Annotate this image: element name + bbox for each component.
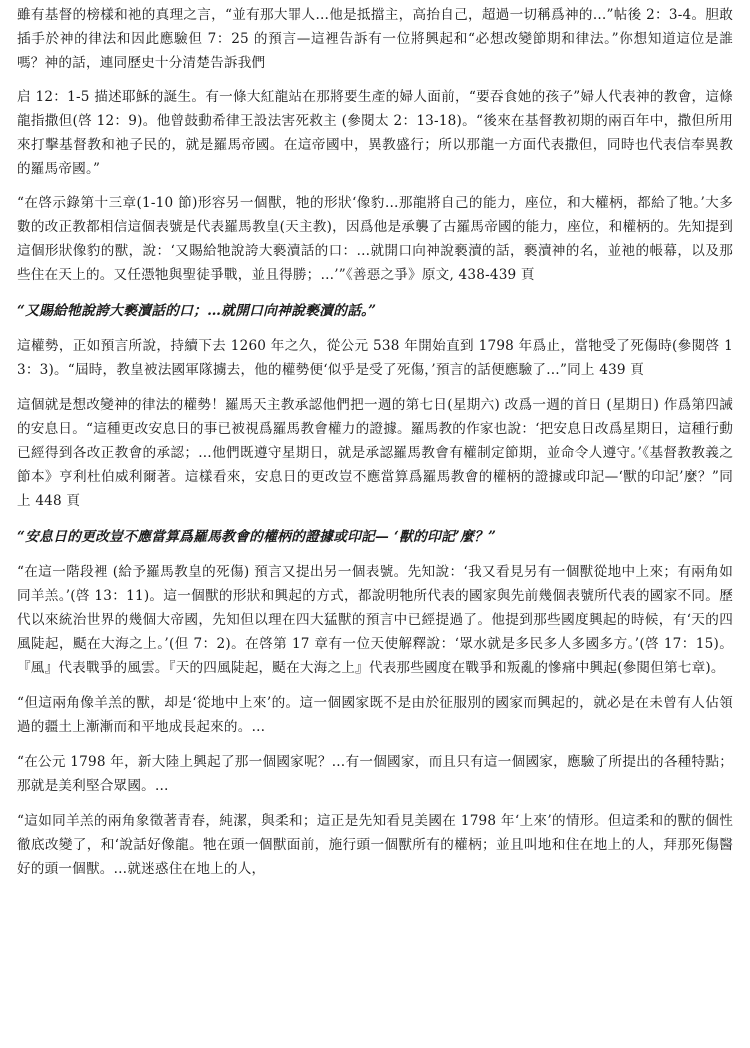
body-paragraph: “但這兩角像羊羔的獸，却是‘從地中上來’的。這一個國家既不是由於征服別的國家而興起的，就必是在未曾有人佔領過的疆土上漸漸而和平地成長起來的。…: [17, 695, 733, 735]
body-paragraph: “這如同羊羔的兩角象徵著青春，純潔，與柔和；這正是先知看見美國在 1798 年‘上來’的情形。但這柔和的獸的個性徹底改變了，和‘說話好像龍。牠在頭一個獸面前，施行頭一個獸所有的權柄；並且叫地和住在地上的人，拜那死傷醫好的頭一個獸。…就迷惑住在地上的人，: [17, 813, 733, 877]
body-paragraph: “在啓示錄第十三章(1-10 節)形容另一個獸，牠的形狀‘像豹…那龍將自己的能力，座位，和大權柄，都給了牠。’大多數的改正教都相信這個表號是代表羅馬教皇(天主教)，因爲他是承襲了古羅馬帝國的能力，座位，和權柄的。先知提到這個形狀像豹的獸，說：‘又賜給牠說誇大褻瀆話的口：…就開口向神說褻瀆的話，褻瀆神的名，並祂的帳幕，以及那些住在天上的。又任憑牠與聖徒爭戰，並且得勝；…’”《善惡之爭》原文, 438-439 頁: [17, 195, 733, 283]
body-paragraph: 启 12：1-5 描述耶穌的誕生。有一條大紅龍站在那將要生產的婦人面前，“要吞食她的孩子”婦人代表神的教會，這條龍指撒但(啓 12：9)。他曾鼓動希律王設法害死救主 (參閱太 2：13-18)。“後來在基督教初期的兩百年中，撒但所用來打擊基督教和祂子民的，就是羅馬帝國。在這帝國中，異教盛行；所以那龍一方面代表撒但，同時也代表信奉異教的羅馬帝國。”: [17, 89, 733, 177]
emphasis-heading: “又賜給牠說誇大褻瀆話的口；…就開口向神說褻瀆的話。”: [17, 303, 377, 319]
body-paragraph: “在公元 1798 年，新大陸上興起了那一個國家呢？…有一個國家，而且只有這一個國家，應驗了所提出的各種特點；那就是美利堅合眾國。…: [17, 754, 733, 794]
body-paragraph: 這權勢，正如預言所說，持續下去 1260 年之久，從公元 538 年開始直到 1798 年爲止，當牠受了死傷時(參閱啓 13：3)。“屆時，教皇被法國軍隊擄去，他的權勢便‘似乎是受了死傷，’預言的話便應驗了…”同上 439 頁: [17, 338, 733, 378]
emphasis-heading: “安息日的更改豈不應當算爲羅馬教會的權柄的證據或印記— ‘獸的印記’麼？”: [17, 529, 497, 545]
body-paragraph: 這個就是想改變神的律法的權勢！羅馬天主教承認他們把一週的第七日(星期六) 改爲一週的首日 (星期日) 作爲第四誡的安息日。“這種更改安息日的事已被視爲羅馬教會權力的證據。羅馬教的作家也說：‘把安息日改爲星期日，這種行動已經得到各改正教會的承認；…他們既遵守星期日，就是承認羅馬教會有權制定節期，並命令人遵守。’《基督教教義之節本》亨利杜伯威利爾著。這樣看來，安息日的更改豈不應當算爲羅馬教會的權柄的證據或印記—‘獸的印記’麼？”同上 448 頁: [17, 397, 733, 509]
body-paragraph: 雖有基督的榜樣和祂的真理之言，“並有那大罪人…他是抵擋主，高抬自己，超過一切稱爲神的…”帖後 2：3-4。胆敢插手於神的律法和因此應驗但 7：25 的預言—這裡告訴有一位將興起和“必想改變節期和律法。”你想知道這位是誰嗎？神的話，連同歷史十分清楚告訴我們: [17, 7, 733, 71]
body-paragraph: “在這一階段裡 (給予羅馬教皇的死傷) 預言又提出另一個表號。先知說：‘我又看見另有一個獸從地中上來；有兩角如同羊羔。’(啓 13：11)。這一個獸的形狀和興起的方式，都說明牠所代表的國家與先前幾個表號所代表的國家不同。歷代以來統治世界的幾個大帝國，先知但以理在四大猛獸的預言中已經提過了。他提到那些國度興起的時候，有‘天的四風陡起，颳在大海之上。’(但 7：2)。在啓第 17 章有一位天使解釋說：‘眾水就是多民多人多國多方。’(啓 17：15)。『風』代表戰爭的風雲。『天的四風陡起，颳在大海之上』代表那些國度在戰爭和叛亂的慘痛中興起(參閱但第七章)。: [17, 564, 733, 676]
